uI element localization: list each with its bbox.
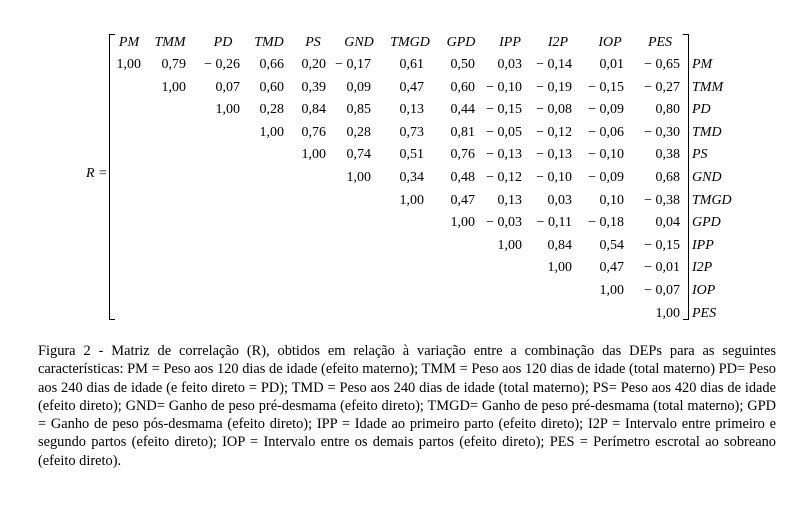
matrix-cell: 0,47 (399, 79, 424, 95)
matrix-cell: − 0,01 (644, 260, 680, 276)
column-header: PS (305, 35, 321, 50)
matrix-cell: 0,66 (259, 57, 284, 72)
matrix-cell: − 0,08 (536, 102, 572, 118)
column-header: TMD (254, 35, 284, 50)
matrix-cell: 0,34 (399, 170, 424, 185)
row-label: PM (692, 57, 713, 72)
matrix-cell: 0,79 (161, 57, 186, 72)
matrix-cell: 0,51 (399, 147, 424, 163)
matrix-cell: 0,01 (599, 57, 624, 72)
matrix-cell: 1,00 (547, 260, 572, 276)
matrix-cell: 1,00 (655, 305, 680, 321)
column-header: I2P (547, 35, 569, 50)
matrix-cell: − 0,03 (486, 215, 522, 231)
matrix-cell: − 0,12 (486, 170, 522, 185)
matrix-cell: 1,00 (301, 147, 326, 163)
matrix-cell: 0,81 (450, 124, 475, 140)
matrix-cell: 0,28 (346, 124, 371, 140)
matrix-cell: − 0,15 (486, 102, 522, 118)
matrix-cell: 0,13 (399, 102, 424, 118)
matrix-cell: 0,74 (346, 147, 371, 163)
matrix-cell: 0,47 (599, 260, 624, 276)
row-label: IOP (692, 283, 716, 298)
matrix-label: R = (86, 166, 108, 181)
matrix-cell: 0,28 (259, 102, 284, 118)
matrix-cell: 0,76 (301, 124, 326, 140)
matrix-cell: − 0,18 (588, 215, 624, 231)
matrix-cell: 1,00 (215, 102, 240, 118)
left-bracket (109, 34, 115, 320)
matrix-cell: 0,07 (215, 79, 240, 95)
row-label: PD (692, 102, 711, 118)
matrix-cell: 0,54 (599, 237, 624, 253)
matrix-cell: 0,61 (399, 57, 424, 72)
matrix-cell: 0,84 (301, 102, 326, 118)
matrix-cell: 0,13 (497, 192, 522, 208)
matrix-cell: − 0,09 (588, 102, 624, 118)
matrix-cell: 0,84 (547, 237, 572, 253)
matrix-cell: 0,04 (655, 215, 680, 231)
matrix-cell: − 0,38 (644, 192, 680, 208)
matrix-cell: − 0,19 (536, 79, 572, 95)
matrix-cell: − 0,12 (536, 124, 572, 140)
column-header: IOP (598, 35, 622, 50)
row-label: TMGD (692, 192, 732, 208)
matrix-cell: − 0,10 (536, 170, 572, 185)
matrix-cell: − 0,09 (588, 170, 624, 185)
matrix-cell: 0,09 (346, 79, 371, 95)
matrix-cell: 0,20 (301, 57, 326, 72)
matrix-cell: 0,03 (497, 57, 522, 72)
matrix-cell: 0,03 (547, 192, 572, 208)
matrix-cell: − 0,65 (644, 57, 680, 72)
column-header: IPP (499, 35, 521, 50)
column-header: GND (344, 35, 374, 50)
right-bracket (683, 34, 689, 320)
row-label: I2P (692, 260, 713, 276)
column-header: TMGD (390, 35, 430, 50)
matrix-cell: − 0,13 (486, 147, 522, 163)
matrix-cell: 0,80 (655, 102, 680, 118)
matrix-cell: 0,48 (450, 170, 475, 185)
matrix-cell: − 0,06 (588, 124, 624, 140)
matrix-cell: 0,39 (301, 79, 326, 95)
matrix-cell: 0,68 (655, 170, 680, 185)
matrix-cell: 1,00 (116, 57, 141, 72)
row-label: GPD (692, 215, 721, 231)
matrix-cell: − 0,27 (644, 79, 680, 95)
matrix-cell: 1,00 (599, 283, 624, 298)
matrix-cell: 0,50 (450, 57, 475, 72)
matrix-cell: 1,00 (346, 170, 371, 185)
matrix-cell: − 0,11 (536, 215, 572, 231)
row-label: PES (692, 305, 717, 321)
matrix-cell: 0,38 (655, 147, 680, 163)
row-label: IPP (692, 237, 714, 253)
matrix-cell: − 0,14 (536, 57, 572, 72)
matrix-cell: 1,00 (259, 124, 284, 140)
matrix-cell: − 0,10 (588, 147, 624, 163)
matrix-cell: − 0,26 (204, 57, 240, 72)
matrix-cell: − 0,07 (644, 283, 680, 298)
matrix-cell: − 0,10 (486, 79, 522, 95)
matrix-cell: 0,85 (346, 102, 371, 118)
figure-caption: Figura 2 - Matriz de correlação (R), obtidos em relação à variação entre a combinação das DEPs para as seguintes características: PM = Peso aos 120 dias de idade (efeito materno); TMM = Peso aos 120 dias de idade (total materno) PD= Peso aos 240 dias de idade (e feito direto = PD); TMD = Peso aos 240 dias de idade (total materno); PS= Peso aos 420 dias de idade (efeito direto); GND= Ganho de peso pré-desmama (efeito direto); TMGD= Ganho de peso pré-desmama (total materno); GPD = Ganho de peso pós-desmama (efeito direto); IPP = Idade ao primeiro parto (efeito direto); I2P = Intervalo entre primeiro e segundo partos (efeito direto); IOP = Intervalo entre os demais partos (efeito direto); PES = Perímetro escrotal ao sobreano (efeito direto). (38, 343, 776, 469)
matrix-cell: − 0,15 (588, 79, 624, 95)
matrix-cell: 1,00 (161, 79, 186, 95)
matrix-cell: 0,73 (399, 124, 424, 140)
column-header: PES (647, 35, 673, 50)
column-header: TMM (154, 35, 186, 50)
column-header: PM (118, 35, 140, 50)
matrix-cell: 1,00 (497, 237, 522, 253)
matrix-cell: 0,60 (259, 79, 284, 95)
row-label: PS (692, 147, 708, 163)
matrix-cell: − 0,17 (335, 57, 371, 72)
matrix-cell: 1,00 (399, 192, 424, 208)
matrix-cell: 1,00 (450, 215, 475, 231)
row-label: TMM (692, 79, 724, 95)
row-label: TMD (692, 124, 722, 140)
matrix-cell: − 0,13 (536, 147, 572, 163)
matrix-cell: − 0,05 (486, 124, 522, 140)
matrix-cell: − 0,15 (644, 237, 680, 253)
matrix-cell: 0,47 (450, 192, 475, 208)
matrix-cell: 0,10 (599, 192, 624, 208)
column-header: GPD (446, 35, 476, 50)
matrix-cell: − 0,30 (644, 124, 680, 140)
matrix-cell: 0,44 (450, 102, 475, 118)
row-label: GND (692, 170, 722, 185)
column-header: PD (213, 35, 233, 50)
matrix-cell: 0,76 (450, 147, 475, 163)
matrix-cell: 0,60 (450, 79, 475, 95)
